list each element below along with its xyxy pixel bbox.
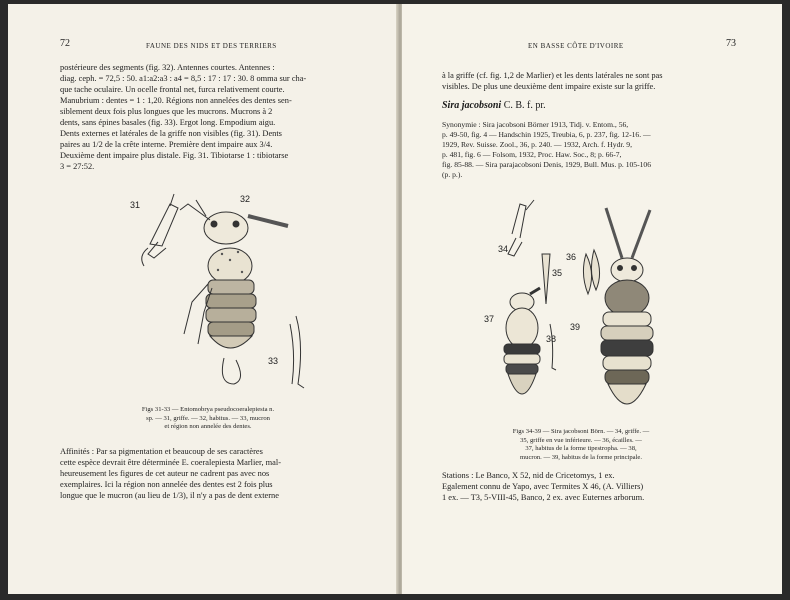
figure-label-35: 35 xyxy=(552,268,563,278)
text-line: Stations : Le Banco, X 52, nid de Cricetomys, 1 ex. xyxy=(442,471,615,480)
text-line: siblement deux fois plus longues que les mucrons. Mucrons à 2 xyxy=(60,107,273,116)
text-line: paires au 1/2 de la crête interne. Première dent impaire aux 3/4. xyxy=(60,140,273,149)
right-paragraph-1 xyxy=(442,70,742,92)
right-page xyxy=(402,4,782,594)
text-line: Synonymie : Sira jacobsoni Börner 1913, Tidj. v. Entom., 56, xyxy=(442,120,629,129)
caption-line: 37, habitus de la forme tipestropha. — 38, xyxy=(525,445,637,453)
text-line: que tache oculaire. Un ocelle frontal net, furca relativement courte. xyxy=(60,85,285,94)
left-paragraph-1 xyxy=(60,62,360,172)
text-line: longue que le mucron (au lieu de 1/3), il n'y a pas de dent externe xyxy=(60,491,279,500)
species-author: C. B. f. pr. xyxy=(503,100,546,111)
text-line: (p. p.). xyxy=(442,170,463,179)
figure-31-33 xyxy=(118,184,318,394)
text-line: Affinités : Par sa pigmentation et beaucoup de ses caractères xyxy=(60,447,263,456)
synonymy-block xyxy=(442,120,742,180)
left-figure-caption xyxy=(128,406,288,432)
figure-label-36: 36 xyxy=(566,252,577,262)
caption-line: mucron. — 39, habitus de la forme principale. xyxy=(520,453,642,461)
text-line: p. 481, fig. 6 — Folsom, 1932, Proc. Haw. Soc., 8; p. 66-7, xyxy=(442,150,622,159)
text-line: 1 ex. — T3, 5-VIII-45, Banco, 2 ex. avec Euternes arborum. xyxy=(442,493,645,502)
text-line: visibles. De plus une deuxième dent impaire existe sur la griffe. xyxy=(442,82,656,91)
text-line: postérieure des segments (fig. 32). Antennes courtes. Antennes : xyxy=(60,63,275,72)
text-line: Deuxième dent impaire plus distale. Fig. 31. Tibiotarse 1 : tibiotarse xyxy=(60,151,289,160)
figure-label-33: 33 xyxy=(268,356,279,366)
text-line: cette espèce devrait être déterminée E. coeralepiesta Marlier, mal- xyxy=(60,458,282,467)
caption-line: sp. — 31, griffe. — 32, habitus. — 33, mucron xyxy=(146,414,270,422)
text-line: Dents externes et latérales de la griffe non visibles (fig. 31). Dents xyxy=(60,129,282,138)
caption-line: et région non annelée des dentes. xyxy=(164,423,252,431)
text-line: fig. 85-88. — Sira parajacobsoni Denis, 1929, Bull. Mus. p. 105-106 xyxy=(442,160,652,169)
figure-label-31: 31 xyxy=(130,200,141,210)
text-line: à la griffe (cf. fig. 1,2 de Marlier) et les dents latérales ne sont pas xyxy=(442,71,663,80)
figure-34-39 xyxy=(482,194,682,424)
right-running-head: EN BASSE CÔTE D'IVOIRE xyxy=(528,42,624,50)
text-line: 1929, Rev. Suisse. Zool., 36, p. 240. — 1932, Arch. f. Hydr. 9, xyxy=(442,140,632,149)
figure-label-32: 32 xyxy=(240,194,251,204)
caption-line: Figs 31-33 — Entomobrya pseudocoeralepiesta n. xyxy=(141,406,275,413)
text-line: Egalement connu de Yapo, avec Termites X 46, (A. Villiers) xyxy=(442,482,644,491)
text-line: heureusement les figures de cet auteur ne cadrent pas avec nos xyxy=(60,469,270,478)
text-line: exemplaires. Ici la région non annelée des dentes est 2 fois plus xyxy=(60,480,273,489)
left-running-head: FAUNE DES NIDS ET DES TERRIERS xyxy=(146,42,277,50)
text-line: diag. ceph. = 72,5 : 50. a1:a2:a3 : a4 = 8,5 : 17 : 17 : 30. 8 omma sur cha- xyxy=(60,74,307,83)
species-name: Sira jacobsoni xyxy=(442,100,502,111)
left-paragraph-2 xyxy=(60,446,360,501)
stations-block xyxy=(442,470,752,503)
right-page-number: 73 xyxy=(726,38,736,49)
species-heading xyxy=(442,100,546,111)
figure-label-38: 38 xyxy=(546,334,557,344)
left-page xyxy=(8,4,398,594)
right-figure-caption xyxy=(486,428,676,462)
figure-label-34: 34 xyxy=(498,244,509,254)
text-line: p. 49-50, fig. 4 — Handschin 1925, Treubia, 6, p. 237, fig. 12-16. — xyxy=(442,130,651,139)
text-line: 3 = 27:52. xyxy=(60,162,95,171)
figure-label-39: 39 xyxy=(570,322,581,332)
caption-line: Figs 34-39 — Sira jacobsoni Börn. — 34, griffe. — xyxy=(512,428,650,435)
text-line: Manubrium : dentes = 1 : 1,20. Régions non annelées des dentes sen- xyxy=(60,96,292,105)
caption-line: 35, griffe en vue inférieure. — 36, écailles. — xyxy=(520,436,642,444)
left-page-number: 72 xyxy=(60,38,70,49)
text-line: dents, sans épines basales (fig. 33). Ergot long. Empodium aigu. xyxy=(60,118,276,127)
figure-label-37: 37 xyxy=(484,314,495,324)
